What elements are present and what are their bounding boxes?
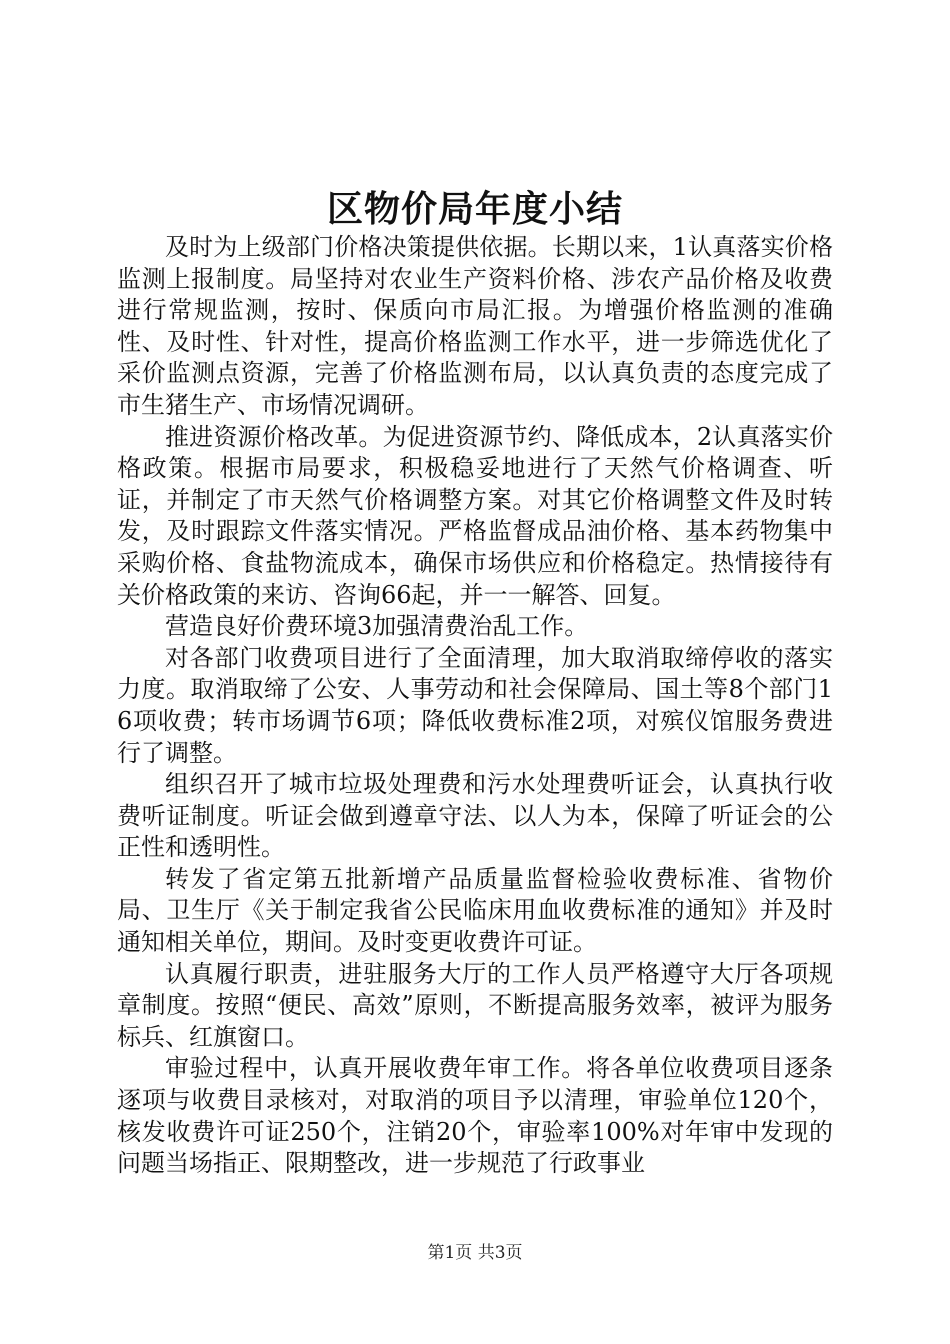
paragraph: 对各部门收费项目进行了全面清理，加大取消取缔停收的落实力度。取消取缔了公安、人事劳动和社会保障局、国土等8个部门16项收费；转市场调节6项；降低收费标准2项，对殡仪馆服务费进行了调整。: [117, 643, 833, 767]
paragraph: 认真履行职责，进驻服务大厅的工作人员严格遵守大厅各项规章制度。按照“便民、高效”原则，不断提高服务效率，被评为服务标兵、红旗窗口。: [117, 959, 833, 1051]
document-body: [117, 232, 833, 1180]
paragraph: 及时为上级部门价格决策提供依据。长期以来，1认真落实价格监测上报制度。局坚持对农业生产资料价格、涉农产品价格及收费进行常规监测，按时、保质向市局汇报。为增强价格监测的准确性、及时性、针对性，提高价格监测工作水平，进一步筛选优化了采价监测点资源，完善了价格监测布局，以认真负责的态度完成了市生猪生产、市场情况调研。: [117, 233, 833, 419]
page-footer: 第1页 共3页: [427, 1243, 523, 1263]
paragraph: 组织召开了城市垃圾处理费和污水处理费听证会，认真执行收费听证制度。听证会做到遵章守法、以人为本，保障了听证会的公正性和透明性。: [117, 770, 833, 862]
document-title: 区物价局年度小结: [326, 188, 623, 230]
paragraph: 推进资源价格改革。为促进资源节约、降低成本，2认真落实价格政策。根据市局要求，积极稳妥地进行了天然气价格调查、听证，并制定了市天然气价格调整方案。对其它价格调整文件及时转发，及时跟踪文件落实情况。严格监督成品油价格、基本药物集中采购价格、食盐物流成本，确保市场供应和价格稳定。热情接待有关价格政策的来访、咨询66起，并一一解答、回复。: [117, 422, 833, 609]
paragraph: 转发了省定第五批新增产品质量监督检验收费标准、省物价局、卫生厅《关于制定我省公民临床用血收费标准的通知》并及时通知相关单位，期间。及时变更收费许可证。: [117, 864, 833, 957]
paragraph: 营造良好价费环境3加强清费治乱工作。: [165, 612, 589, 641]
paragraph: 审验过程中，认真开展收费年审工作。将各单位收费项目逐条逐项与收费目录核对，对取消的项目予以清理，审验单位120个，核发收费许可证250个，注销20个，审验率100%对年审中发现的问题当场指正、限期整改，进一步规范了行政事业: [117, 1054, 833, 1178]
